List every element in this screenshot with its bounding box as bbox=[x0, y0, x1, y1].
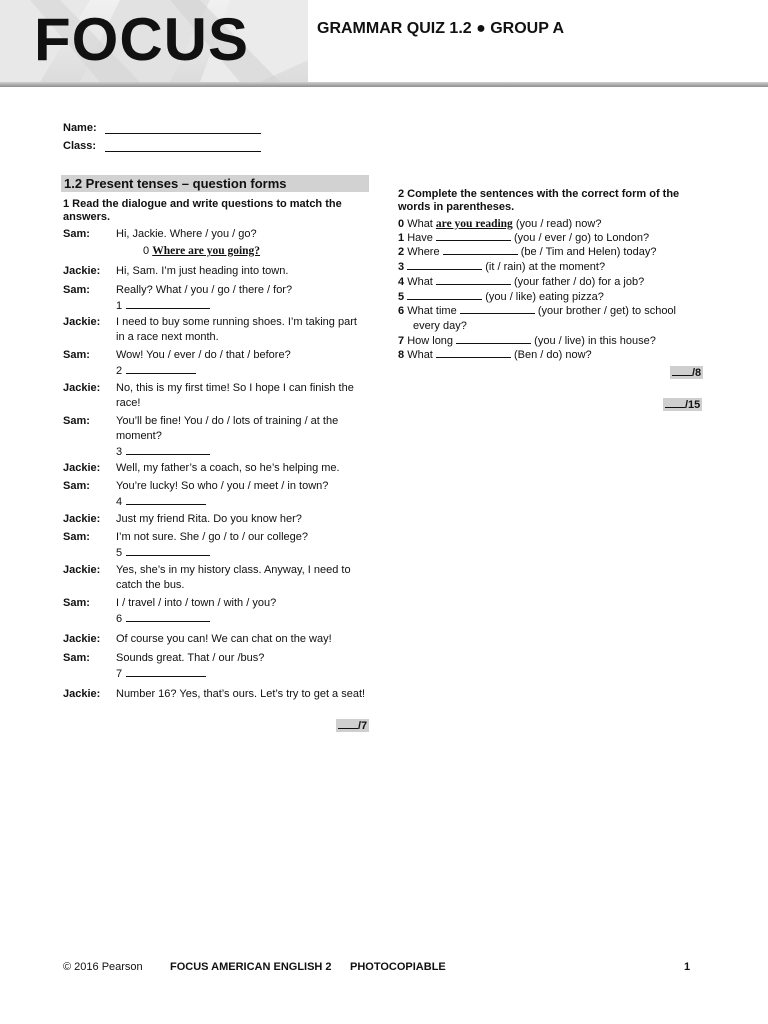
item-suffix: (Ben / do) now? bbox=[510, 349, 592, 361]
answer-line bbox=[116, 444, 368, 460]
section-heading: 1.2 Present tenses – question forms bbox=[61, 175, 369, 192]
answer-line bbox=[116, 545, 368, 561]
dialogue-text bbox=[116, 632, 368, 647]
item-number: 3 bbox=[398, 261, 405, 273]
score-blank[interactable] bbox=[338, 719, 358, 729]
dialogue-text bbox=[116, 651, 368, 682]
dialogue-text bbox=[116, 315, 368, 345]
item-number: 6 bbox=[398, 305, 405, 317]
item-number: 7 bbox=[398, 335, 405, 347]
item-prefix: What bbox=[407, 349, 436, 361]
score-total: /8 bbox=[692, 367, 702, 379]
answer-blank[interactable] bbox=[126, 666, 206, 677]
speaker-label: Jackie: bbox=[63, 633, 101, 645]
question-number: 2 bbox=[116, 365, 123, 377]
prompt-text: Just my friend Rita. Do you know her? bbox=[116, 513, 302, 525]
item-number: 5 bbox=[398, 291, 405, 303]
item-suffix: (your father / do) for a job? bbox=[510, 276, 645, 288]
item-suffix: (your brother / get) to school bbox=[534, 305, 676, 317]
exercise2-item bbox=[398, 260, 698, 275]
item-suffix: (you / live) in this house? bbox=[531, 335, 656, 347]
answer-line bbox=[116, 494, 368, 510]
prompt-text: No, this is my first time! So I hope I can finish the race! bbox=[116, 382, 354, 409]
dialogue-text bbox=[116, 381, 368, 411]
prompt-text: Number 16? Yes, that’s ours. Let’s try to get a seat! bbox=[116, 688, 366, 700]
prompt-text: You’ll be fine! You / do / lots of training / at the moment? bbox=[116, 415, 339, 442]
item-number: 2 bbox=[398, 246, 405, 258]
prompt-text: I’m not sure. She / go / to / our college? bbox=[116, 531, 308, 543]
prompt-text: Yes, she’s in my history class. Anyway, I need to catch the bus. bbox=[116, 564, 351, 591]
speaker-label: Jackie: bbox=[63, 265, 101, 277]
dialogue-text bbox=[116, 461, 368, 476]
speaker-label: Jackie: bbox=[63, 316, 101, 328]
answer-blank[interactable] bbox=[456, 334, 531, 344]
answer-blank[interactable] bbox=[436, 231, 511, 241]
answer-blank[interactable] bbox=[407, 290, 482, 300]
class-field[interactable] bbox=[63, 140, 96, 152]
name-field[interactable] bbox=[63, 122, 97, 134]
item-suffix: (be / Tim and Helen) today? bbox=[517, 246, 657, 258]
name-label: Name: bbox=[63, 122, 97, 134]
dialogue-text bbox=[116, 414, 368, 460]
footer-copyright: © 2016 Pearson bbox=[63, 961, 143, 973]
prompt-text: Hi, Jackie. Where / you / go? bbox=[116, 228, 257, 240]
question-number: 6 bbox=[116, 613, 123, 625]
exercise1-instruction: 1 Read the dialogue and write questions to match the answers. bbox=[63, 198, 342, 223]
score-blank[interactable] bbox=[672, 366, 692, 376]
exercise2-item bbox=[398, 290, 698, 305]
prompt-text: I need to buy some running shoes. I’m taking part in a race next month. bbox=[116, 316, 357, 343]
item-continuation: every day? bbox=[413, 319, 467, 332]
answer-blank[interactable] bbox=[126, 298, 210, 309]
question-number: 7 bbox=[116, 668, 123, 680]
dialogue-text bbox=[116, 479, 368, 510]
exercise2-item bbox=[398, 304, 698, 333]
speaker-label: Sam: bbox=[63, 652, 90, 664]
footer-photocopiable: PHOTOCOPIABLE bbox=[350, 961, 446, 973]
exercise2-instruction: 2 Complete the sentences with the correct form of the words in parentheses. bbox=[398, 188, 680, 213]
score-blank[interactable] bbox=[665, 398, 685, 408]
example-answer-line bbox=[116, 244, 368, 259]
item-prefix: What bbox=[407, 276, 436, 288]
prompt-text: Sounds great. That / our /bus? bbox=[116, 652, 265, 664]
speaker-label: Sam: bbox=[63, 531, 90, 543]
exercise2-item bbox=[398, 231, 698, 246]
speaker-label: Sam: bbox=[63, 597, 90, 609]
answer-blank[interactable] bbox=[407, 260, 482, 270]
speaker-label: Sam: bbox=[63, 480, 90, 492]
question-number: 4 bbox=[116, 496, 123, 508]
total-score bbox=[663, 398, 702, 411]
header-banner bbox=[0, 0, 308, 82]
answer-blank[interactable] bbox=[443, 245, 518, 255]
dialogue-text bbox=[116, 264, 368, 279]
question-number: 3 bbox=[116, 446, 123, 458]
exercise2-item bbox=[398, 275, 698, 290]
dialogue-text bbox=[116, 348, 368, 379]
speaker-label: Jackie: bbox=[63, 513, 101, 525]
exercise1-score bbox=[336, 719, 369, 732]
answer-blank[interactable] bbox=[436, 275, 511, 285]
item-suffix: (you / read) now? bbox=[512, 218, 602, 230]
speaker-label: Sam: bbox=[63, 228, 90, 240]
item-prefix: What time bbox=[407, 305, 460, 317]
item-number: 0 bbox=[398, 218, 405, 230]
prompt-text: Hi, Sam. I’m just heading into town. bbox=[116, 265, 289, 277]
answer-blank[interactable] bbox=[126, 611, 210, 622]
prompt-text: Of course you can! We can chat on the way! bbox=[116, 633, 332, 645]
exercise2-item bbox=[398, 217, 698, 232]
dialogue-text bbox=[116, 530, 368, 561]
prompt-text: Well, my father’s a coach, so he’s helping me. bbox=[116, 462, 340, 474]
example-number: 0 bbox=[143, 245, 150, 257]
answer-blank[interactable] bbox=[126, 494, 206, 505]
prompt-text: I / travel / into / town / with / you? bbox=[116, 597, 277, 609]
answer-blank[interactable] bbox=[126, 363, 196, 374]
dialogue-text bbox=[116, 596, 368, 627]
page-number: 1 bbox=[684, 961, 691, 973]
item-number: 1 bbox=[398, 232, 405, 244]
answer-blank[interactable] bbox=[436, 348, 511, 358]
answer-line bbox=[116, 363, 368, 379]
page-title: GRAMMAR QUIZ 1.2 ● GROUP A bbox=[317, 20, 565, 37]
speaker-label: Sam: bbox=[63, 349, 90, 361]
answer-line bbox=[116, 298, 368, 314]
class-line[interactable] bbox=[105, 151, 261, 152]
prompt-text: Really? What / you / go / there / for? bbox=[116, 284, 293, 296]
dialogue-text bbox=[116, 512, 368, 527]
item-prefix: Where bbox=[407, 246, 443, 258]
item-prefix: How long bbox=[407, 335, 457, 347]
prompt-text: You’re lucky! So who / you / meet / in town? bbox=[116, 480, 329, 492]
class-label: Class: bbox=[63, 140, 97, 152]
score-total: /7 bbox=[358, 720, 368, 732]
focus-logo: FOCUS bbox=[34, 6, 249, 73]
answer-blank[interactable] bbox=[126, 545, 210, 556]
item-suffix: (it / rain) at the moment? bbox=[482, 261, 606, 273]
example-answer: Where are you going? bbox=[152, 245, 261, 257]
dialogue-text bbox=[116, 227, 368, 259]
exercise2-item bbox=[398, 245, 698, 260]
prompt-text: Wow! You / ever / do / that / before? bbox=[116, 349, 291, 361]
score-grand-total: /15 bbox=[685, 399, 701, 411]
speaker-label: Jackie: bbox=[63, 688, 101, 700]
speaker-label: Jackie: bbox=[63, 564, 101, 576]
dialogue-text bbox=[116, 283, 368, 314]
answer-blank[interactable] bbox=[126, 444, 210, 455]
exercise2-item bbox=[398, 334, 698, 349]
question-number: 1 bbox=[116, 300, 123, 312]
dialogue-text bbox=[116, 687, 368, 702]
name-line[interactable] bbox=[105, 133, 261, 134]
item-suffix: (you / ever / go) to London? bbox=[510, 232, 650, 244]
item-number: 8 bbox=[398, 349, 405, 361]
exercise2-score bbox=[670, 366, 703, 379]
speaker-label: Sam: bbox=[63, 415, 90, 427]
item-prefix: Have bbox=[407, 232, 436, 244]
item-suffix: (you / like) eating pizza? bbox=[482, 291, 604, 303]
header-divider bbox=[0, 82, 768, 87]
item-number: 4 bbox=[398, 276, 405, 288]
footer-product: FOCUS AMERICAN ENGLISH 2 bbox=[170, 961, 332, 973]
speaker-label: Jackie: bbox=[63, 382, 101, 394]
question-number: 5 bbox=[116, 547, 123, 559]
answer-line bbox=[116, 611, 368, 627]
speaker-label: Sam: bbox=[63, 284, 90, 296]
answer-blank[interactable] bbox=[460, 304, 535, 314]
exercise2-item bbox=[398, 348, 698, 363]
example-answer: are you reading bbox=[435, 218, 513, 230]
speaker-label: Jackie: bbox=[63, 462, 101, 474]
answer-line bbox=[116, 666, 368, 682]
dialogue-text bbox=[116, 563, 368, 593]
item-prefix: What bbox=[407, 218, 436, 230]
